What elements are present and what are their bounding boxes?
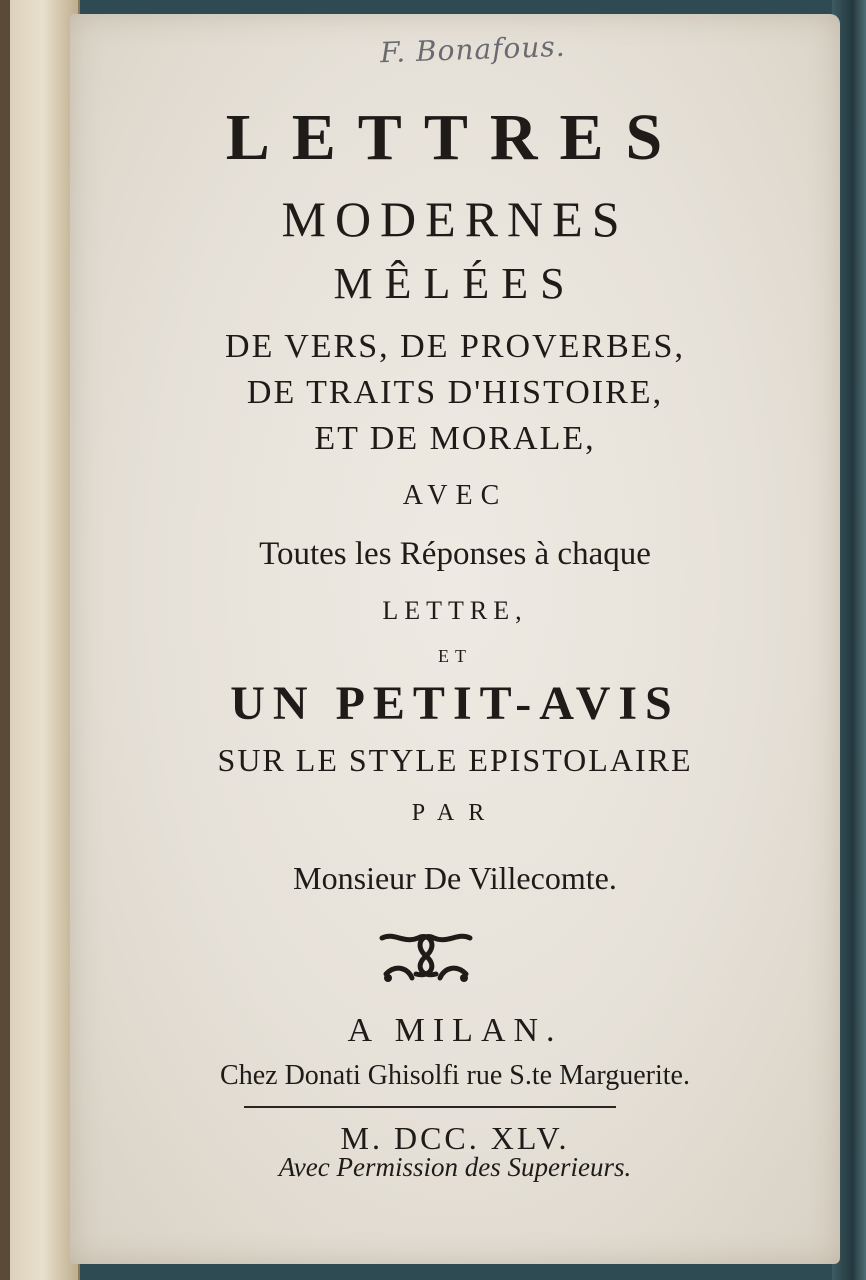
author-name: Monsieur De Villecomte. xyxy=(293,860,617,896)
book-title: LETTRES xyxy=(225,101,685,174)
et-label: ET xyxy=(438,646,472,666)
responses-line: Toutes les Réponses à chaque xyxy=(259,536,651,572)
imprint-publisher: Chez Donati Ghisolfi rue S.te Marguerite. xyxy=(220,1060,690,1091)
imprint-year: M. DCC. XLV. xyxy=(340,1120,570,1156)
imprint-city: A MILAN. xyxy=(347,1012,563,1049)
subtitle-melees: MÊLÉES xyxy=(333,259,577,308)
imprint-permission: Avec Permission des Superieurs. xyxy=(278,1152,632,1182)
handwritten-inscription: F. Bonafous. xyxy=(379,29,567,70)
subtitle-traits-histoire: DE TRAITS D'HISTOIRE, xyxy=(246,374,664,411)
printers-ornament-icon xyxy=(374,928,478,984)
style-epistolaire-line: SUR LE STYLE EPISTOLAIRE xyxy=(217,742,693,778)
facing-page-edge xyxy=(0,0,80,1280)
avec-label: AVEC xyxy=(402,480,508,511)
lettre-label: LETTRE, xyxy=(382,596,528,625)
subtitle-vers-proverbes: DE VERS, DE PROVERBES, xyxy=(225,328,685,365)
petit-avis-heading: UN PETIT-AVIS xyxy=(230,677,680,730)
subtitle-morale: ET DE MORALE, xyxy=(314,420,596,457)
imprint-rule xyxy=(244,1106,616,1108)
par-label: PAR xyxy=(411,800,499,826)
subtitle-modernes: MODERNES xyxy=(281,191,629,247)
book-cover-edge xyxy=(0,0,10,1280)
